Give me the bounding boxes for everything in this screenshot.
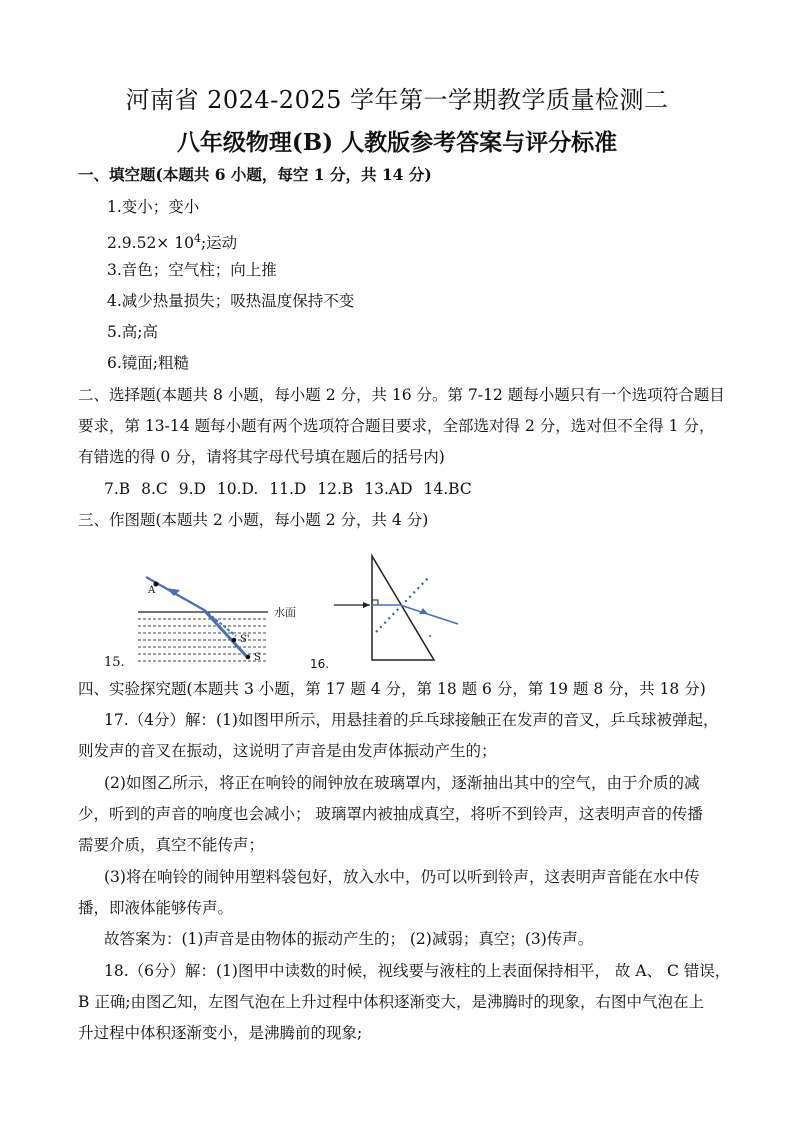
page-subtitle: 八年级物理(B) 人教版参考答案与评分标准 <box>176 129 618 156</box>
virtual-ray <box>204 610 236 636</box>
answer-11: 11.D <box>269 480 307 498</box>
section1-item-3: 3.音色；空气柱；向上推 <box>107 261 277 279</box>
normal-line <box>376 576 430 632</box>
figure-15-number: 15. <box>104 655 125 670</box>
section2-heading-line-1: 二、选择题(本题共 8 小题，每小题 2 分，共 16 分。第 7-12 题每小题只有一个选项符合题目 <box>78 386 725 404</box>
page-title: 河南省 2024-2025 学年第一学期教学质量检测二 <box>125 86 669 114</box>
emergent-ray <box>400 605 458 624</box>
section4-line-7: 播，即液体能够传声。 <box>78 899 234 917</box>
answer-13: 13.AD <box>364 480 413 498</box>
label-s-image: S' <box>240 634 250 645</box>
section4-line-11: 升过程中体积逐渐变小，是沸腾前的现象; <box>78 1024 363 1042</box>
section4-line-1: 17.（4分）解：(1)如图甲所示，用悬挂着的乒乓球接触正在发声的音叉，乒乓球被弹起， <box>104 711 719 729</box>
section1-item-6: 6.镜面;粗糙 <box>107 354 190 372</box>
incident-arrow <box>363 602 370 608</box>
answer-14: 14.BC <box>423 480 472 498</box>
section1-heading: 一、填空题(本题共 6 小题，每空 1 分，共 14 分) <box>78 165 432 184</box>
section4-line-6: (3)将在响铃的闹钟用塑料袋包好，放入水中，仍可以听到铃声，这表明声音能在水中传 <box>104 868 700 886</box>
section4-line-5: 需要介质，真空不能传声； <box>78 836 265 854</box>
section2-answers <box>104 478 478 500</box>
stray-dot <box>429 635 431 637</box>
section4-line-8: 故答案为：(1)声音是由物体的振动产生的； (2)减弱；真空；(3)传声。 <box>104 930 594 948</box>
prism-outline <box>372 556 434 660</box>
label-water-surface: 水面 <box>274 606 296 619</box>
section4-line-10: B 正确;由图乙知，左图气泡在上升过程中体积逐渐变大，是沸腾时的现象，右图中气泡在上 <box>78 993 705 1011</box>
answer-7: 7.B <box>104 480 131 498</box>
section1-item-5: 5.高;高 <box>107 323 159 341</box>
section4-heading: 四、实验探究题(本题共 3 小题，第 17 题 4 分，第 18 题 6 分，第 19 题 8 分，共 18 分) <box>78 680 706 698</box>
answer-12: 12.B <box>317 480 354 498</box>
figure-16-prism <box>308 552 476 672</box>
section4-line-9: 18.（6分）解：(1)图甲中读数的时候，视线要与液柱的上表面保持相平， 故 A、 C 错误， <box>104 962 731 980</box>
section4-line-3: (2)如图乙所示，将正在响铃的闹钟放在玻璃罩内，逐渐抽出其中的空气，由于介质的减 <box>104 774 700 792</box>
answer-9: 9.D <box>178 480 206 498</box>
label-a: A <box>148 585 156 596</box>
figure-15-refraction <box>100 560 310 672</box>
figure-16-number: 16. <box>310 657 330 671</box>
point-s <box>246 655 251 660</box>
point-s-image <box>232 638 237 643</box>
section2-heading-line-2: 要求，第 13-14 题每小题有两个选项符合题目要求，全部选对得 2 分，选对但不全得 1 分， <box>78 417 715 435</box>
label-s: S <box>254 652 261 663</box>
answer-10: 10.D. <box>216 480 259 498</box>
section1-item-1: 1.变小；变小 <box>107 198 200 216</box>
section4-line-2: 则发声的音叉在振动，这说明了声音是由发声体振动产生的； <box>78 742 497 760</box>
section3-heading: 三、作图题(本题共 2 小题，每小题 2 分，共 4 分) <box>78 511 429 529</box>
answer-8: 8.C <box>141 480 168 498</box>
section1-item-2: $2.9.52\times 10^4$;运动 <box>107 232 238 253</box>
section4-line-4: 少，听到的声音的响度也会减小； 玻璃罩内被抽成真空，将听不到铃声，这表明声音的传播 <box>78 805 703 823</box>
section2-heading-line-3: 有错选的得 0 分，请将其字母代号填在题后的括号内) <box>78 448 445 466</box>
section1-item-4: 4.减少热量损失；吸热温度保持不变 <box>107 292 355 310</box>
